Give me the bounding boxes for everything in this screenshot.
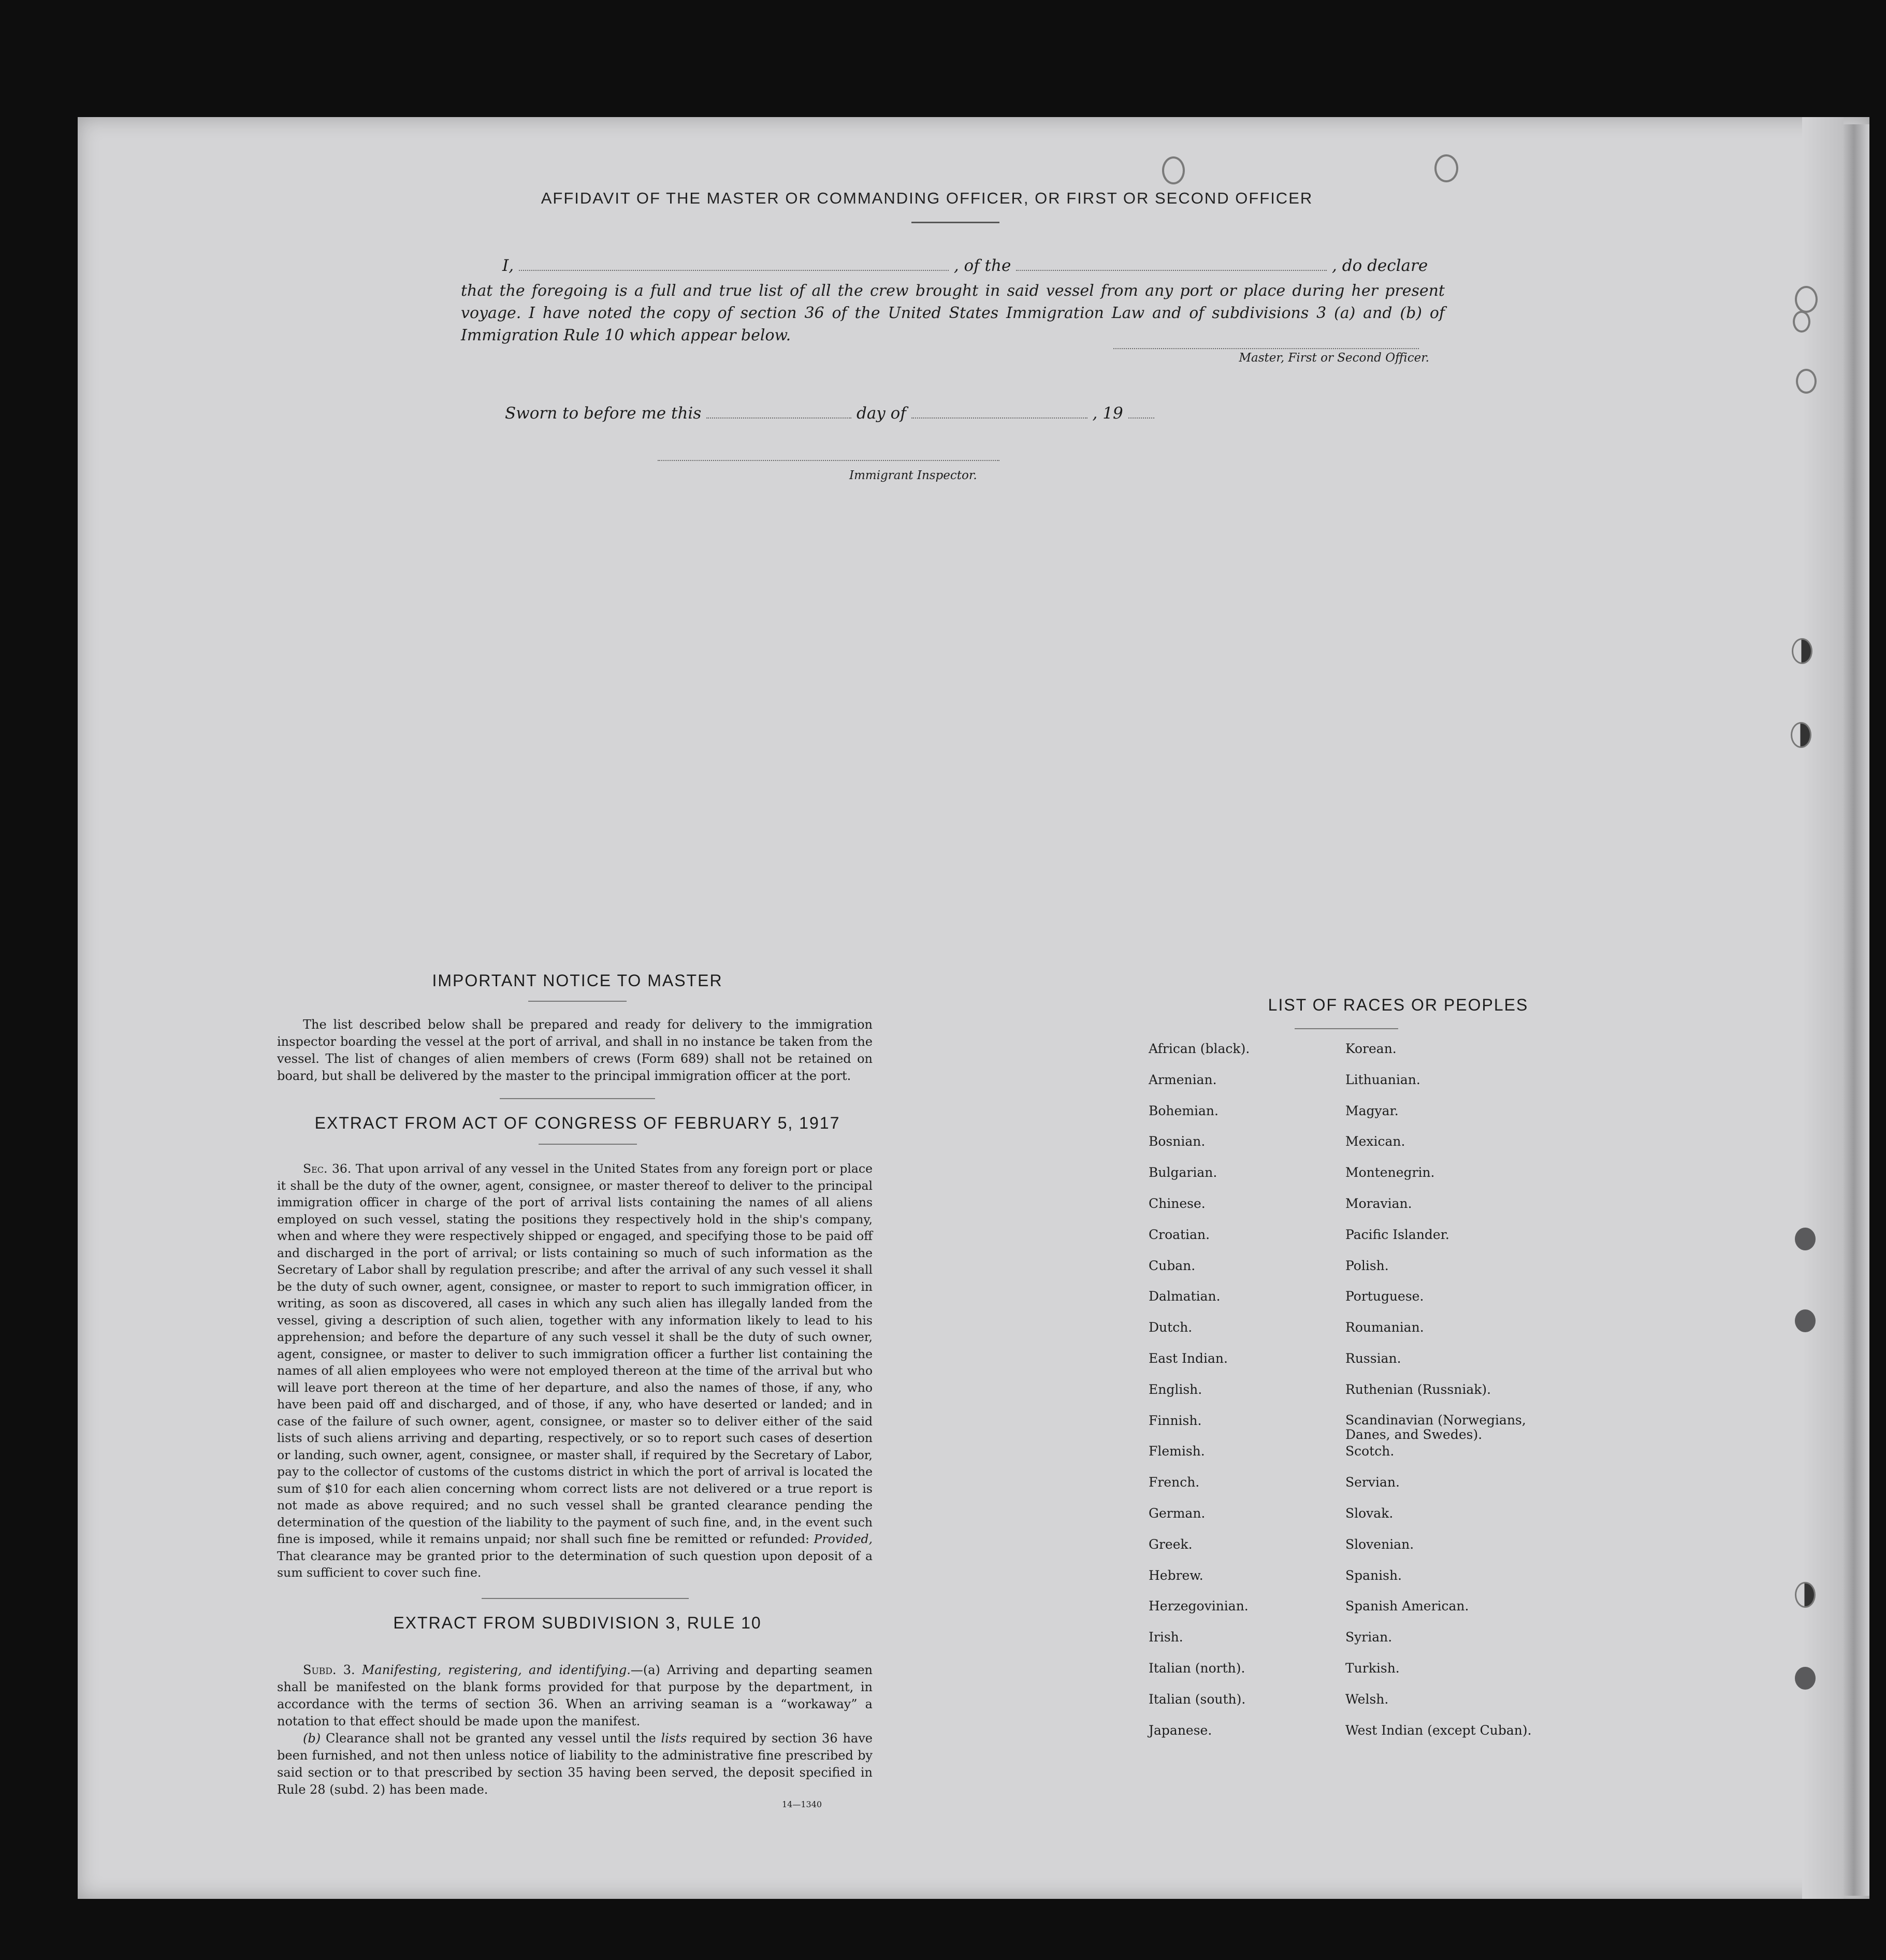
race-item: Dalmatian. xyxy=(1149,1289,1221,1304)
race-item: Polish. xyxy=(1345,1258,1389,1273)
race-item: Scandinavian (Norwegians, Danes, and Swedes). xyxy=(1345,1412,1526,1442)
race-item: Cuban. xyxy=(1149,1258,1196,1273)
punch-hole-edge-2 xyxy=(1793,311,1810,333)
notice-body: The list described below shall be prepared and ready for delivery to the immigration inspector boarding the vessel at the port of arrival, and shall in no instance be taken from the vessel. The list of changes of alien members of crews (Form 689) shall not be retained on board, but shall be delivered by the master to the principal immigration officer at the port. xyxy=(277,1017,873,1083)
race-item: Moravian. xyxy=(1345,1195,1412,1211)
declare-i: I, xyxy=(502,256,514,275)
signature-label: Master, First or Second Officer. xyxy=(1239,351,1429,365)
race-item: Turkish. xyxy=(1345,1660,1400,1676)
declaration-body: that the foregoing is a full and true list of all the crew brought in said vessel from any port or place during her present voyage. I have noted the copy of section 36 of the United States Immigration Law and of subdivisions 3 (a) and (b) of Immigration Rule 10 which appear below. xyxy=(461,282,1445,344)
race-item: Greek. xyxy=(1149,1536,1193,1552)
sworn-month-field[interactable] xyxy=(911,417,1087,419)
act-divider xyxy=(539,1144,637,1145)
rule-a-body: —(a) Arriving and departing seamen shall be manifested on the blank forms provided for that purpose by the department, in accordance with the terms of section 36. When an arriving seaman is a “workaway” a notation to that effect should be made upon the manifest. xyxy=(277,1663,873,1728)
officer-name-field[interactable] xyxy=(519,270,949,271)
act-title: EXTRACT FROM ACT OF CONGRESS OF FEBRUARY 5, 1917 xyxy=(314,1114,840,1132)
rule-title: EXTRACT FROM SUBDIVISION 3, RULE 10 xyxy=(393,1613,762,1632)
act-section-36 xyxy=(277,1160,873,1581)
race-item: Japanese. xyxy=(1149,1722,1212,1738)
race-item: Spanish. xyxy=(1345,1567,1402,1583)
punch-hole-edge-5 xyxy=(1791,722,1811,748)
rule-subd-b xyxy=(277,1730,873,1798)
punch-hole-edge-1 xyxy=(1795,286,1818,313)
race-item: Slovak. xyxy=(1345,1505,1394,1521)
race-item: Irish. xyxy=(1149,1630,1183,1645)
race-item: Scotch. xyxy=(1345,1444,1395,1459)
race-item: Italian (north). xyxy=(1149,1660,1245,1676)
race-item: Bohemian. xyxy=(1149,1103,1218,1118)
race-item: Korean. xyxy=(1345,1041,1397,1056)
race-item: Croatian. xyxy=(1149,1227,1210,1242)
race-item: African (black). xyxy=(1149,1041,1250,1056)
race-item: Bulgarian. xyxy=(1149,1165,1217,1180)
rule-subd-a xyxy=(277,1662,873,1730)
race-item: East Indian. xyxy=(1149,1350,1228,1366)
races-title: LIST OF RACES OR PEOPLES xyxy=(1268,996,1529,1014)
race-item: Bosnian. xyxy=(1149,1134,1206,1149)
sworn-day-of: day of xyxy=(856,404,906,423)
race-item: Herzegovinian. xyxy=(1149,1598,1249,1614)
notice-title: IMPORTANT NOTICE TO MASTER xyxy=(432,971,723,990)
affidavit-title: AFFIDAVIT OF THE MASTER OR COMMANDING OFFICER, OR FIRST OR SECOND OFFICER xyxy=(541,189,1313,207)
race-item: Spanish American. xyxy=(1345,1598,1469,1614)
race-item: Montenegrin. xyxy=(1345,1165,1435,1180)
declaration-line xyxy=(502,256,1428,275)
race-item: Italian (south). xyxy=(1149,1691,1246,1707)
sworn-year: , 19 xyxy=(1092,404,1123,423)
rule-b-body-1: Clearance shall not be granted any vessel until the xyxy=(325,1731,656,1746)
race-item: Armenian. xyxy=(1149,1072,1217,1087)
punch-hole-edge-4 xyxy=(1792,638,1812,664)
notice-divider xyxy=(528,1001,627,1002)
race-item: Lithuanian. xyxy=(1345,1072,1420,1087)
rule-b-lists: lists xyxy=(661,1731,687,1746)
sworn-prefix: Sworn to before me this xyxy=(505,404,702,423)
vessel-name-field[interactable] xyxy=(1016,270,1327,271)
race-item: Roumanian. xyxy=(1345,1320,1424,1335)
act-provided: Provided, xyxy=(814,1532,873,1546)
race-item: Slovenian. xyxy=(1345,1536,1414,1552)
race-item: Mexican. xyxy=(1345,1134,1405,1149)
race-item: German. xyxy=(1149,1505,1206,1521)
rule-a-heading: Manifesting, registering, and identifying. xyxy=(361,1663,631,1677)
race-item: Welsh. xyxy=(1345,1691,1389,1707)
race-item: Russian. xyxy=(1345,1350,1401,1366)
rule-b-body-2: required by section 36 have been furnished, and not then unless notice of liability to the administrative fine prescribed by said section or to that prescribed by section 35 having been served, the deposit specified in Rule 28 (subd. 2) has been made. xyxy=(277,1731,873,1797)
punch-hole-edge-7 xyxy=(1795,1309,1816,1332)
race-item: Dutch. xyxy=(1149,1320,1193,1335)
race-item: Magyar. xyxy=(1345,1103,1399,1118)
rule-b-marker: (b) xyxy=(303,1731,321,1746)
race-item: English. xyxy=(1149,1381,1202,1397)
races-left-column xyxy=(1149,1041,1250,1753)
sworn-day-field[interactable] xyxy=(706,417,851,419)
race-item: Finnish. xyxy=(1149,1413,1202,1428)
race-item: West Indian (except Cuban). xyxy=(1345,1722,1532,1738)
sworn-year-field[interactable] xyxy=(1128,417,1154,419)
race-item: Portuguese. xyxy=(1345,1289,1424,1304)
race-item: Chinese. xyxy=(1149,1195,1206,1211)
form-number: 14—1340 xyxy=(782,1799,822,1809)
declare-of-the: , of the xyxy=(953,256,1011,275)
act-section-label: Sec. 36. xyxy=(303,1161,352,1176)
act-end-divider xyxy=(482,1598,689,1599)
inspector-signature-field[interactable] xyxy=(658,460,999,461)
act-section-text: That upon arrival of any vessel in the United States from any foreign port or place it shall be the duty of the owner, agent, consignee, or master thereof to deliver to the principal immigration officer in charge of the port of arrival lists containing the names of all aliens employed on such vessel, stating the positions they respectively hold in the ship's company, when and where they were respectively shipped or engaged, and specifying those to be paid off and discharged in the port of arrival; or lists containing so much of such information as the Secretary of Labor shall by regulation prescribe; and after the arrival of any such vessel it shall be the duty of such owner, agent, consignee, or master to report to such immigration officer, in writing, as soon as discovered, all cases in which any such alien has illegally landed from the vessel, giving a description of such alien, together with any information likely to lead to his apprehension; and before the departure of any such vessel it shall be the duty of such owner, agent, consignee, or master to deliver to such immigration officer a further list containing the names of all alien employees who were not employed thereon at the time of the arrival but who will leave port thereon at the time of her departure, and also the names of those, if any, who have been paid off and discharged, and of those, if any, who have deserted or landed; and in case of the failure of such owner, agent, consignee, or master so to deliver either of the said lists of such aliens arriving and departing, respectively, or so to report such cases of desertion or landing, such owner, agent, consignee, or master shall, if required by the Secretary of Labor, pay to the collector of customs of the customs district in which the port of arrival is located the sum of $10 for each alien concerning whom correct lists are not delivered or a true report is not made as above required; and no such vessel shall be granted clearance pending the determination of the question of the liability to the payment of such fine, and, in the event such fine is imposed, while it remains unpaid; nor shall such fine be remitted or refunded: xyxy=(277,1161,873,1546)
races-divider xyxy=(1295,1028,1398,1029)
punch-hole-top-2 xyxy=(1434,154,1458,182)
punch-hole-edge-6 xyxy=(1795,1228,1816,1250)
race-item: Hebrew. xyxy=(1149,1567,1203,1583)
page-edge xyxy=(1844,124,1869,1896)
race-item: Pacific Islander. xyxy=(1345,1227,1449,1242)
race-item: Ruthenian (Russniak). xyxy=(1345,1381,1491,1397)
notice-end-divider xyxy=(500,1098,655,1099)
punch-hole-edge-9 xyxy=(1795,1667,1816,1690)
sworn-line xyxy=(505,404,1154,423)
races-right-column xyxy=(1345,1041,1553,1753)
race-item: Servian. xyxy=(1345,1475,1400,1490)
race-item: French. xyxy=(1149,1475,1200,1490)
declare-do-declare: , do declare xyxy=(1332,256,1428,275)
punch-hole-top-1 xyxy=(1162,156,1185,184)
title-divider xyxy=(911,222,999,223)
act-section-text-end: That clearance may be granted prior to the determination of such question upon deposit of a sum sufficient to cover such fine. xyxy=(277,1548,873,1580)
race-item: Syrian. xyxy=(1345,1630,1392,1645)
punch-hole-edge-8 xyxy=(1795,1582,1816,1608)
punch-hole-edge-3 xyxy=(1796,369,1817,394)
rule-subd-label: Subd. 3. xyxy=(303,1663,355,1677)
rule-body xyxy=(277,1662,873,1798)
inspector-label: Immigrant Inspector. xyxy=(849,469,977,482)
race-item: Flemish. xyxy=(1149,1444,1205,1459)
signature-field[interactable] xyxy=(1113,348,1419,349)
